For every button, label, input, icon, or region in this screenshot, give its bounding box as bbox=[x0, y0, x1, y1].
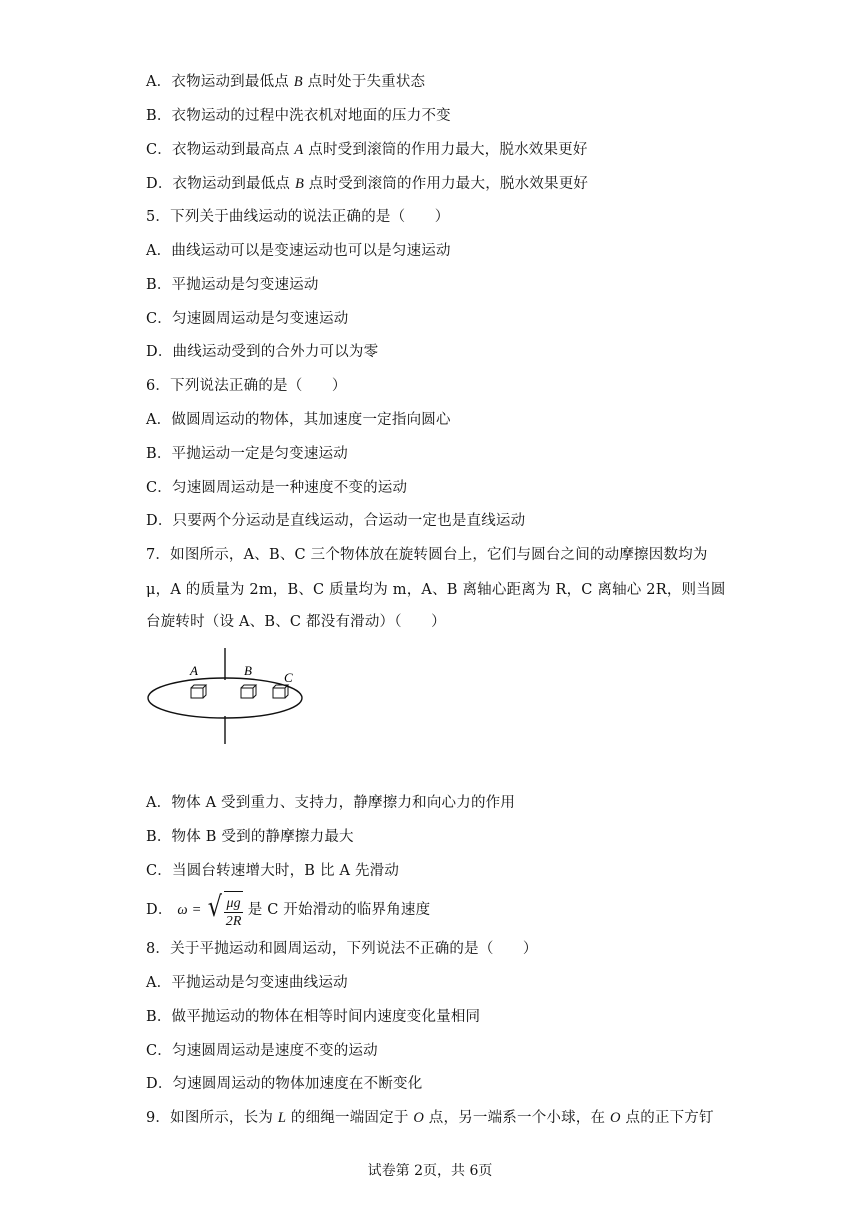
option-c-q8: C．匀速圆周运动是速度不变的运动 bbox=[146, 1043, 378, 1059]
text-post: 是 C 开始滑动的临界角速度 bbox=[242, 902, 431, 918]
text-post: 点时处于失重状态 bbox=[302, 74, 426, 90]
text-pre: A．衣物运动到最低点 bbox=[146, 74, 294, 90]
text-pre: D． bbox=[146, 902, 173, 918]
option-d-q8: D．匀速圆周运动的物体加速度在不断变化 bbox=[146, 1076, 423, 1092]
question-7-stem-line2: μ，A 的质量为 2m，B、C 质量均为 m，A、B 离轴心距离为 R，C 离轴心 2R，则当圆 bbox=[146, 582, 726, 598]
option-b-q5: B．平抛运动是匀变速运动 bbox=[146, 277, 319, 293]
formula-lhs: ω = bbox=[177, 902, 202, 918]
block-c bbox=[273, 685, 288, 698]
option-c-q6: C．匀速圆周运动是一种速度不变的运动 bbox=[146, 480, 408, 496]
fraction-denominator: 2R bbox=[225, 913, 242, 929]
option-a-q4 bbox=[146, 72, 425, 92]
fraction bbox=[224, 895, 242, 930]
option-a-q6: A．做圆周运动的物体，其加速度一定指向圆心 bbox=[146, 412, 451, 428]
var-o2: O bbox=[610, 1110, 621, 1126]
block-a bbox=[191, 685, 206, 698]
label-c: C bbox=[284, 670, 293, 685]
fraction-numerator: μg bbox=[226, 895, 241, 911]
question-7-stem-line3: 台旋转时（设 A、B、C 都没有滑动）（ ） bbox=[146, 614, 446, 630]
question-5-stem: 5．下列关于曲线运动的说法正确的是（ ） bbox=[146, 209, 450, 225]
option-c-q5: C．匀速圆周运动是匀变速运动 bbox=[146, 311, 349, 327]
text-pre: D．衣物运动到最低点 bbox=[146, 176, 295, 192]
label-a: A bbox=[190, 663, 198, 678]
option-c-q4 bbox=[146, 140, 588, 160]
radical-sign: √ bbox=[208, 890, 223, 923]
block-b bbox=[241, 685, 256, 698]
text-mid2: 点，另一端系一个小球，在 bbox=[424, 1110, 611, 1126]
option-a-q8: A．平抛运动是匀变速曲线运动 bbox=[146, 975, 348, 991]
option-b-q6: B．平抛运动一定是匀变速运动 bbox=[146, 446, 348, 462]
option-b-q8: B．做平抛运动的物体在相等时间内速度变化量相同 bbox=[146, 1009, 481, 1025]
option-d-q4 bbox=[146, 174, 588, 194]
option-d-q6: D．只要两个分运动是直线运动，合运动一定也是直线运动 bbox=[146, 513, 526, 529]
text-post: 点的正下方钉 bbox=[620, 1110, 714, 1126]
var-o: O bbox=[413, 1110, 424, 1126]
option-b-q7: B．物体 B 受到的静摩擦力最大 bbox=[146, 829, 354, 845]
option-b-q4: B．衣物运动的过程中洗衣机对地面的压力不变 bbox=[146, 108, 451, 124]
option-a-q5: A．曲线运动可以是变速运动也可以是匀速运动 bbox=[146, 243, 451, 259]
question-9-stem bbox=[146, 1108, 714, 1128]
sqrt-formula bbox=[206, 888, 242, 932]
point-label: B bbox=[293, 74, 303, 90]
option-d-q5: D．曲线运动受到的合外力可以为零 bbox=[146, 344, 379, 360]
var-l: L bbox=[277, 1110, 287, 1126]
question-6-stem: 6．下列说法正确的是（ ） bbox=[146, 378, 347, 394]
label-b: B bbox=[244, 663, 252, 678]
option-a-q7: A．物体 A 受到重力、支持力，静摩擦力和向心力的作用 bbox=[146, 795, 516, 811]
point-label: A bbox=[294, 142, 304, 158]
text-post: 点时受到滚筒的作用力最大，脱水效果更好 bbox=[304, 176, 589, 192]
text-pre: C．衣物运动到最高点 bbox=[146, 142, 295, 158]
rotating-table-figure bbox=[144, 646, 314, 746]
page-footer: 试卷第 2页，共 6页 bbox=[367, 1163, 493, 1179]
text-pre: 9．如图所示，长为 bbox=[146, 1110, 278, 1126]
text-mid: 的细绳一端固定于 bbox=[286, 1110, 414, 1126]
question-8-stem: 8．关于平抛运动和圆周运动，下列说法不正确的是（ ） bbox=[146, 941, 538, 957]
option-d-q7 bbox=[146, 888, 430, 932]
text-post: 点时受到滚筒的作用力最大，脱水效果更好 bbox=[303, 142, 588, 158]
question-7-stem-line1: 7．如图所示，A、B、C 三个物体放在旋转圆台上，它们与圆台之间的动摩擦因数均为 bbox=[146, 547, 708, 563]
option-c-q7: C．当圆台转速增大时，B 比 A 先滑动 bbox=[146, 863, 400, 879]
point-label: B bbox=[294, 176, 304, 192]
